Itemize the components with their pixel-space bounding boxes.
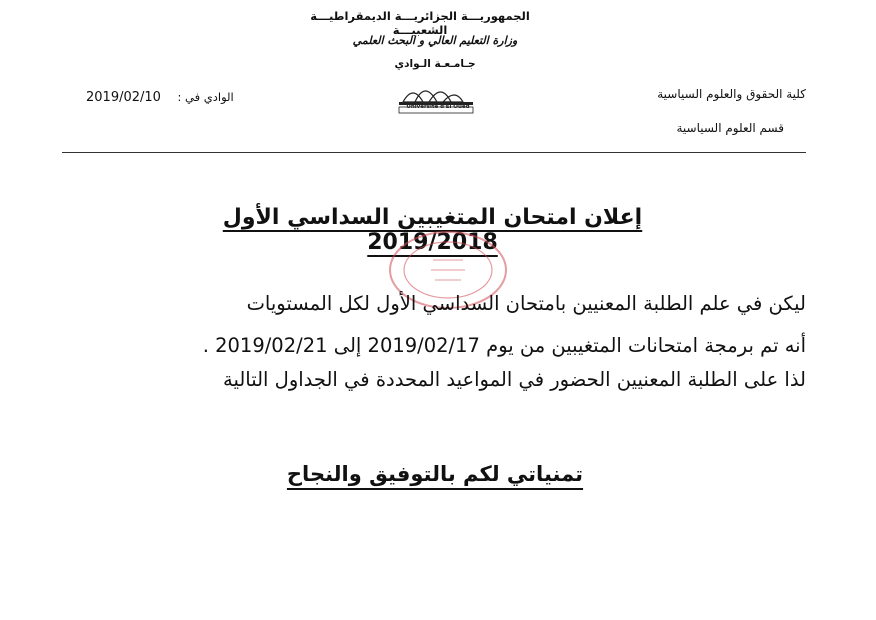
republic-header: الجمهوريـــة الجزائريـــة الديمقراطيـــة الشعبيـــة [310,9,530,37]
announcement-title-text: إعلان امتحان المتغيبين السداسي الأول 2019/2018 [222,205,643,255]
issue-date: 2019/02/10 [86,90,161,105]
closing-wishes-text: تمنياتي لكم بالتوفيق والنجاح [286,462,584,486]
body-line-2: أنه تم برمجة امتحانات المتغيبين من يوم 2019/02/17 إلى 2019/02/21 . [202,334,806,357]
faculty-name: كلية الحقوق والعلوم السياسية [657,87,806,101]
department-name: قسم العلوم السياسية [676,121,784,135]
issue-date-row [86,90,256,105]
logo-caption: Université d'El Oued [406,104,470,110]
body-line-3: لذا على الطلبة المعنيين الحضور في المواعيد المحددة في الجداول التالية [223,368,806,391]
ministry-header: وزارة التعليم العالي و البحث العلمي [352,34,518,47]
header-divider [62,152,806,153]
university-logo-icon [393,74,483,118]
closing-wishes [240,462,630,486]
body-line-1: ليكن في علم الطلبة المعنيين بامتحان السداسي الأول لكل المستويات [246,292,806,315]
place-label: الوادي في : [177,90,234,104]
university-header: جـامـعـة الـوادي [394,58,476,70]
